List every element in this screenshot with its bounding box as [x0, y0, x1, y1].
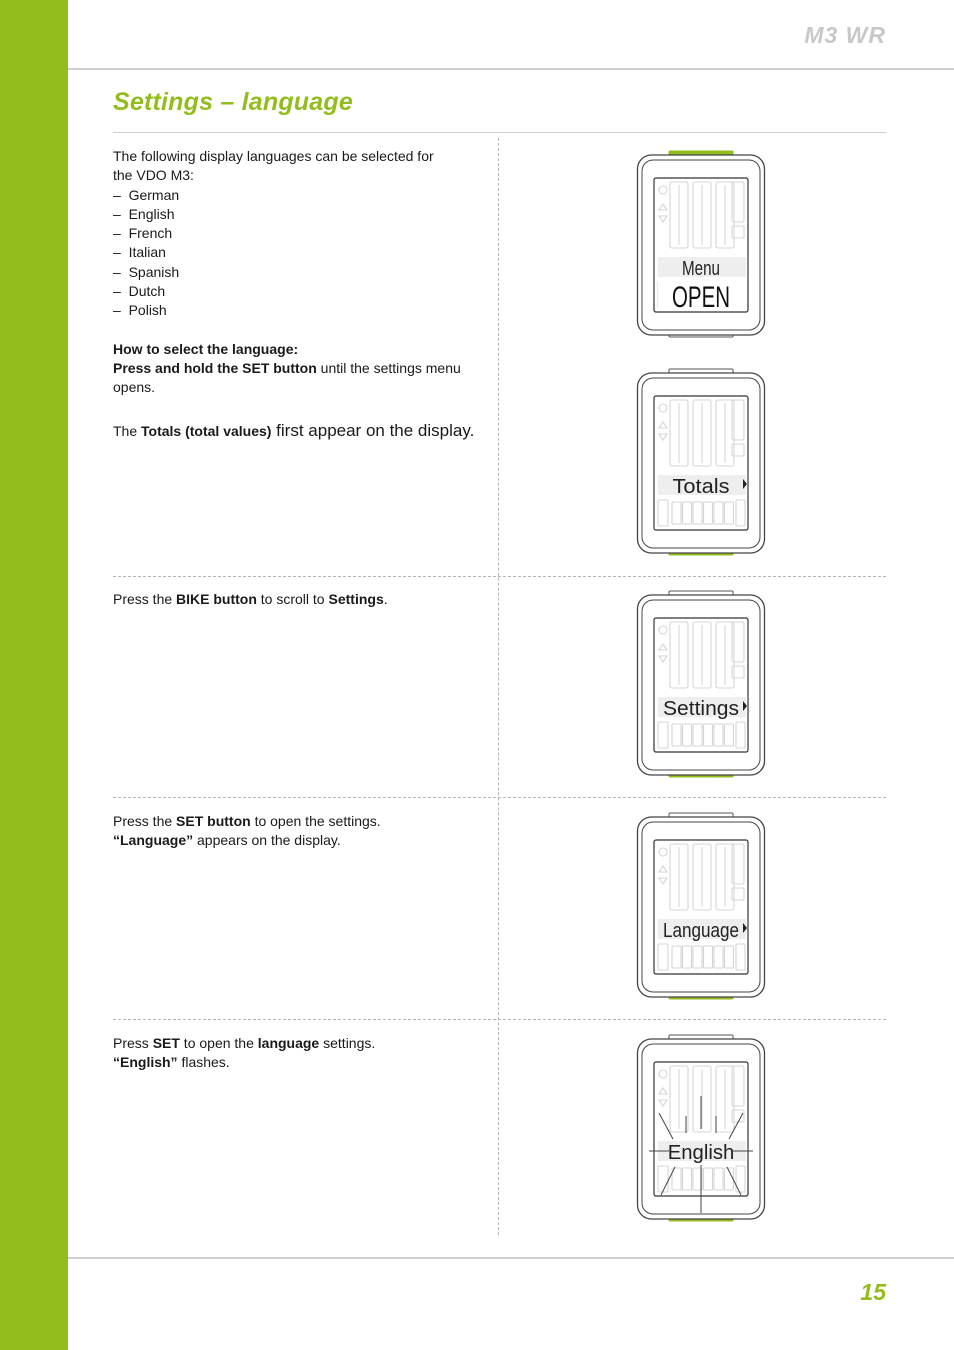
device-display-english-flashing [636, 1034, 766, 1222]
language-item: – Polish [113, 302, 167, 319]
section-intro [113, 147, 485, 441]
language-item: – Dutch [113, 283, 166, 300]
device-display-settings [636, 590, 766, 778]
language-german: German [128, 186, 180, 203]
device-display-menu-open [636, 150, 766, 338]
header-rule [68, 68, 954, 70]
language-item: – Spanish [113, 263, 180, 280]
display-text: Settings [663, 698, 739, 720]
howto-step: Press and hold the SET button until the settings menu [113, 359, 461, 376]
title-rule [113, 132, 886, 133]
language-polish: Polish [128, 302, 167, 319]
intro-line-2: the VDO M3: [113, 167, 194, 184]
section-scroll-settings: Press the BIKE button to scroll to Settings. [113, 591, 388, 607]
howto-step-cont: opens. [113, 379, 156, 396]
display-text: Menu [682, 258, 720, 280]
language-item: – Italian [113, 244, 166, 261]
display-text-large: OPEN [672, 281, 730, 314]
page-number: 15 [860, 1279, 886, 1305]
language-item: – German [113, 186, 180, 203]
howto-heading: How to select the language: [113, 340, 299, 357]
intro-line-1: The following display languages can be selected for [113, 148, 434, 164]
footer-rule [68, 1257, 954, 1259]
section-divider-3 [113, 1019, 886, 1020]
section-divider-2 [113, 797, 886, 798]
display-text: Language [663, 920, 739, 942]
language-italian: Italian [128, 244, 166, 261]
language-english: English [128, 205, 175, 222]
section-open-language: Press SET to open the language settings. “English” flashes. [113, 1035, 376, 1071]
device-display-totals [636, 368, 766, 556]
section-divider-1 [113, 576, 886, 577]
column-divider [498, 138, 499, 1235]
language-french: French [128, 225, 173, 242]
left-accent-bar [0, 0, 68, 1350]
model-name: M3 WR [804, 22, 886, 48]
totals-note: The Totals (total values) first appear on the display. [113, 420, 475, 440]
language-dutch: Dutch [128, 283, 166, 300]
language-item: – French [113, 225, 173, 242]
device-display-language [636, 812, 766, 1000]
language-spanish: Spanish [128, 263, 180, 280]
page-title: Settings – language [113, 88, 353, 116]
display-text: English [667, 1142, 735, 1164]
section-open-settings: Press the SET button to open the settings. “Language” appears on the display. [113, 813, 381, 849]
language-item: – English [113, 205, 175, 222]
display-text: Totals [672, 476, 730, 498]
